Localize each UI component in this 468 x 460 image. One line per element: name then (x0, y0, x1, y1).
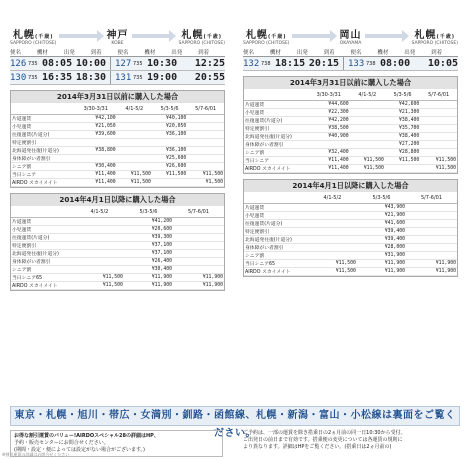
fare-value (420, 141, 457, 149)
fare-value: ¥38,500 (308, 125, 350, 133)
fare-value (173, 226, 224, 234)
fare-section-before (243, 76, 458, 174)
fare-value: ¥21,900 (357, 212, 406, 220)
fare-type: 身体障がい者割引 (244, 141, 308, 149)
fare-value (75, 266, 124, 274)
fare-value (420, 101, 457, 109)
fare-value: ¥21,050 (75, 123, 117, 131)
fare-type: 片道運賃 (11, 115, 75, 123)
fare-value: ¥1,500 (187, 179, 224, 187)
fare-value (117, 155, 152, 163)
flight-row: 132 738 18:15 20:15 133 738 08:00 10:05 (243, 58, 458, 69)
fare-type: 身体障がい者割引 (11, 155, 75, 163)
fare-row (11, 163, 224, 171)
fare-value: ¥41,600 (357, 220, 406, 228)
fare-value: ¥11,500 (350, 165, 385, 173)
fare-type: 特定便割引 (11, 139, 75, 147)
return-city: 札幌(千歳) SAPPORO (CHITOSE) (178, 30, 225, 46)
column-header: 5/7-6/01 (187, 103, 224, 115)
fare-value (350, 109, 385, 117)
fare-type: AIRDO スカイメイト (244, 165, 308, 173)
fare-value: ¥20,600 (124, 226, 173, 234)
fare-value: ¥38,400 (385, 133, 420, 141)
column-header (244, 89, 308, 101)
fare-type: シニア割 (244, 252, 308, 260)
discount-info-box: お得な割引運賃のバリュー!AIRDOスペシャル28の詳細はHP、 予約・販売センターにお問合せください。 (期間・設定・便によっては設定がない場合がございます。) (10, 430, 223, 457)
fare-value (187, 139, 224, 147)
fare-value: ¥39,400 (357, 228, 406, 236)
fare-row (244, 212, 457, 220)
fare-value (117, 123, 152, 131)
fare-value (406, 228, 457, 236)
reservation-note: ご予約は、一部の運賃を除き搭乗日の2ヵ月前の同一日10:30から受付。 ご出発日の前日まで有効です。搭乗便の変更については各運賃の規則に より異なります。詳細はHPをご覧ください。(搭乗日は2ヵ月前の) (243, 430, 406, 450)
column-header: 4/1-5/2 (350, 89, 385, 101)
fare-row (244, 268, 457, 276)
fare-value (117, 131, 152, 139)
fare-type: 片道運賃 (244, 204, 308, 212)
fare-value (308, 204, 357, 212)
fare-value (117, 115, 152, 123)
fare-type: 小児運賃 (11, 226, 75, 234)
fare-value (117, 147, 152, 155)
fare-value: ¥38,800 (75, 147, 117, 155)
fare-value (350, 133, 385, 141)
fare-value: ¥11,900 (124, 274, 173, 282)
fare-row (244, 141, 457, 149)
route-header (10, 22, 225, 46)
fare-value: ¥42,600 (385, 101, 420, 109)
column-header (11, 103, 75, 115)
fare-row (244, 109, 457, 117)
fare-row (244, 236, 457, 244)
fare-value (308, 212, 357, 220)
fare-value: ¥11,400 (75, 171, 117, 179)
fare-value (173, 266, 224, 274)
fare-type: 北海道発往復(片道分) (11, 250, 75, 258)
fare-value: ¥11,900 (406, 260, 457, 268)
fare-row (11, 147, 224, 155)
fare-value: ¥36,100 (152, 131, 187, 139)
fare-row (11, 242, 224, 250)
fare-row (244, 157, 457, 165)
fare-value: ¥40,100 (152, 115, 187, 123)
column-header: 5/7-6/01 (173, 206, 224, 218)
fare-value (117, 163, 152, 171)
fare-value: ¥32,400 (308, 149, 350, 157)
fare-value: ¥25,600 (152, 155, 187, 163)
fare-row (11, 282, 224, 290)
fare-value (308, 220, 357, 228)
fare-value: ¥11,500 (187, 171, 224, 179)
fare-value (308, 244, 357, 252)
fare-value (308, 252, 357, 260)
fare-value (420, 117, 457, 125)
fare-type: 当日シニア65 (11, 274, 75, 282)
fare-value (350, 117, 385, 125)
column-header: 4/1-5/2 (117, 103, 152, 115)
fare-type: 片道運賃 (244, 101, 308, 109)
fare-type: 小児運賃 (244, 212, 308, 220)
fare-value (308, 228, 357, 236)
fare-value (75, 242, 124, 250)
fare-value (406, 236, 457, 244)
fare-type: 身体障がい者割引 (244, 244, 308, 252)
fare-value: ¥42,100 (75, 115, 117, 123)
fare-row (244, 260, 457, 268)
destination-city: 神戸 KOBE (106, 30, 129, 46)
fare-row (11, 234, 224, 242)
fare-value: ¥31,900 (357, 252, 406, 260)
fare-value: ¥35,700 (385, 125, 420, 133)
fare-value (420, 125, 457, 133)
section-title: 2014年4月1日以降に購入した場合 (244, 180, 457, 192)
column-header: 4/1-5/2 (75, 206, 124, 218)
fare-value (406, 204, 457, 212)
column-header: 5/7-6/01 (420, 89, 457, 101)
fare-row (244, 117, 457, 125)
fare-value: ¥36,100 (152, 147, 187, 155)
fare-value: ¥11,900 (357, 260, 406, 268)
return-city: 札幌(千歳) SAPPORO (CHITOSE) (411, 30, 458, 46)
fare-value (173, 250, 224, 258)
fare-value (187, 155, 224, 163)
fare-value: ¥27,200 (385, 141, 420, 149)
fare-value: ¥11,400 (308, 165, 350, 173)
fare-value: ¥42,200 (308, 117, 350, 125)
fare-value: ¥11,500 (308, 260, 357, 268)
fare-row (11, 131, 224, 139)
fare-table (244, 192, 457, 276)
fare-value (187, 147, 224, 155)
column-header (244, 192, 308, 204)
route-header (243, 22, 458, 46)
fare-section-before (10, 90, 225, 188)
fare-value: ¥11,500 (308, 268, 357, 276)
fare-value (406, 220, 457, 228)
fare-value: ¥11,500 (420, 157, 457, 165)
fare-value: ¥40,900 (308, 133, 350, 141)
fare-value (173, 242, 224, 250)
fare-value: ¥11,900 (173, 274, 224, 282)
fare-table (11, 103, 224, 187)
fare-value (350, 101, 385, 109)
fare-type: 当日シニア65 (244, 260, 308, 268)
fare-value: ¥39,400 (357, 236, 406, 244)
section-title: 2014年3月31日以前に購入した場合 (244, 77, 457, 89)
fare-type: AIRDO スカイメイト (11, 282, 75, 290)
fare-type: 当日シニア (244, 157, 308, 165)
fare-row (11, 226, 224, 234)
column-header (11, 206, 75, 218)
section-title: 2014年3月31日以前に購入した場合 (11, 91, 224, 103)
route-arrow-icon (292, 30, 336, 42)
fare-value: ¥11,900 (406, 268, 457, 276)
fare-type: 特定便割引 (11, 242, 75, 250)
fare-row (244, 228, 457, 236)
fare-value: ¥26,600 (152, 163, 187, 171)
fare-value: ¥11,500 (350, 157, 385, 165)
fare-type: 小児運賃 (244, 109, 308, 117)
fare-value: ¥41,200 (124, 218, 173, 226)
fare-value: ¥20,050 (152, 123, 187, 131)
fare-value (187, 123, 224, 131)
fare-value (75, 250, 124, 258)
fare-value: ¥30,400 (124, 266, 173, 274)
fare-type: 北海道発往復(片道分) (244, 236, 308, 244)
kobe-route-panel (10, 22, 225, 291)
fare-row (244, 244, 457, 252)
fare-value (187, 131, 224, 139)
fare-value: ¥11,500 (117, 179, 152, 187)
fare-value: ¥37,100 (124, 250, 173, 258)
route-arrow-icon (132, 30, 176, 42)
fare-row (244, 252, 457, 260)
fare-value: ¥11,500 (420, 165, 457, 173)
fine-print: ※割引運賃の詳細はお問合せください (2, 452, 70, 457)
fare-value: ¥11,500 (75, 274, 124, 282)
fare-value: ¥11,400 (308, 157, 350, 165)
fare-row (244, 204, 457, 212)
fare-value (406, 252, 457, 260)
origin-city: 札幌(千歳) SAPPORO (CHITOSE) (10, 30, 57, 46)
fare-type: 身体障がい者割引 (11, 258, 75, 266)
fare-value (308, 141, 350, 149)
fare-type: 往復運賃(片道分) (244, 117, 308, 125)
fare-value (75, 218, 124, 226)
fare-value (308, 236, 357, 244)
fare-value (187, 163, 224, 171)
flight-row: 130 735 16:35 18:30 131 735 19:00 20:55 (10, 72, 225, 83)
fare-row (11, 123, 224, 131)
fare-value (173, 218, 224, 226)
fare-type: 当日シニア (11, 171, 75, 179)
fare-row (11, 171, 224, 179)
fare-value: ¥43,900 (357, 204, 406, 212)
route-arrow-icon (365, 30, 409, 42)
fare-value (420, 109, 457, 117)
fare-row (11, 266, 224, 274)
fare-value (152, 139, 187, 147)
column-header: 5/3-5/6 (385, 89, 420, 101)
fare-value: ¥11,500 (117, 171, 152, 179)
fare-value: ¥28,800 (385, 149, 420, 157)
fare-value: ¥44,600 (308, 101, 350, 109)
fare-type: 北海道発往復(片道分) (244, 133, 308, 141)
section-title: 2014年4月1日以降に購入した場合 (11, 194, 224, 206)
fare-type: シニア割 (11, 163, 75, 171)
fare-type: AIRDO スカイメイト (11, 179, 75, 187)
fare-row (11, 274, 224, 282)
fare-type: 片道運賃 (11, 218, 75, 226)
other-routes-banner: 東京・札幌・旭川・帯広・女満別・釧路・函館線、札幌・新潟・富山・小松線は裏面をご覧ください。 (10, 406, 460, 426)
fare-value (385, 165, 420, 173)
fare-value: ¥28,000 (357, 244, 406, 252)
fare-type: 特定便割引 (244, 228, 308, 236)
fare-value: ¥11,500 (152, 171, 187, 179)
fare-value (350, 125, 385, 133)
fare-row (11, 179, 224, 187)
fare-value: ¥26,400 (124, 258, 173, 266)
fare-row (11, 258, 224, 266)
fare-table (244, 89, 457, 173)
fare-row (11, 115, 224, 123)
fare-row (244, 133, 457, 141)
fare-table (11, 206, 224, 290)
fare-row (244, 165, 457, 173)
fare-value (406, 212, 457, 220)
flight-header-row: 便名 機材 出発 到着 便名 機材 出発 到着 (243, 47, 458, 57)
column-header: 3/30-3/31 (308, 89, 350, 101)
fare-row (11, 155, 224, 163)
column-header: 5/3-5/6 (357, 192, 406, 204)
fare-type: 往復運賃(片道分) (11, 131, 75, 139)
fare-value (75, 258, 124, 266)
fare-value (75, 155, 117, 163)
fare-value (173, 234, 224, 242)
fare-value: ¥39,600 (75, 131, 117, 139)
fare-value: ¥38,400 (385, 117, 420, 125)
route-arrow-icon (59, 30, 103, 42)
fare-row (244, 220, 457, 228)
fare-type: 小児運賃 (11, 123, 75, 131)
flight-row: 126 735 08:05 10:00 127 735 10:30 12:25 (10, 58, 225, 69)
fare-type: 往復運賃(片道分) (11, 234, 75, 242)
fare-type: 往復運賃(片道分) (244, 220, 308, 228)
fare-value (420, 149, 457, 157)
fare-value (406, 244, 457, 252)
column-header: 5/3-5/6 (124, 206, 173, 218)
fare-value: ¥11,500 (385, 157, 420, 165)
fare-section-after (243, 179, 458, 277)
fare-type: シニア割 (244, 149, 308, 157)
column-header: 5/7-6/01 (406, 192, 457, 204)
fare-type: 北海道発往復(片道分) (11, 147, 75, 155)
fare-section-after (10, 193, 225, 291)
fare-value (350, 149, 385, 157)
fare-type: 特定便割引 (244, 125, 308, 133)
okayama-route-panel (243, 22, 458, 277)
fare-row (11, 218, 224, 226)
column-header: 3/30-3/31 (75, 103, 117, 115)
fare-value (173, 258, 224, 266)
fare-value (187, 115, 224, 123)
fare-value (75, 139, 117, 147)
fare-value: ¥39,300 (124, 234, 173, 242)
column-header: 4/1-5/2 (308, 192, 357, 204)
fare-row (11, 139, 224, 147)
fare-value (350, 141, 385, 149)
column-header: 5/3-5/6 (152, 103, 187, 115)
fare-value (152, 179, 187, 187)
fare-value (117, 139, 152, 147)
fare-value (75, 226, 124, 234)
fare-type: AIRDO スカイメイト (244, 268, 308, 276)
fare-row (244, 125, 457, 133)
fare-type: シニア割 (11, 266, 75, 274)
destination-city: 岡山 OKAYAMA (339, 30, 362, 46)
fare-row (11, 250, 224, 258)
fare-value: ¥22,300 (308, 109, 350, 117)
flight-header-row: 便名 機材 出発 到着 便名 機材 出発 到着 (10, 47, 225, 57)
origin-city: 札幌(千歳) SAPPORO (CHITOSE) (243, 30, 290, 46)
fare-value (75, 234, 124, 242)
fare-value: ¥11,400 (75, 179, 117, 187)
fare-value: ¥30,400 (75, 163, 117, 171)
fare-value: ¥11,500 (75, 282, 124, 290)
fare-value: ¥11,900 (173, 282, 224, 290)
fare-value (420, 133, 457, 141)
fare-row (244, 101, 457, 109)
fare-value: ¥11,900 (124, 282, 173, 290)
fare-value: ¥11,900 (357, 268, 406, 276)
fare-value: ¥21,300 (385, 109, 420, 117)
fare-row (244, 149, 457, 157)
fare-value: ¥37,100 (124, 242, 173, 250)
